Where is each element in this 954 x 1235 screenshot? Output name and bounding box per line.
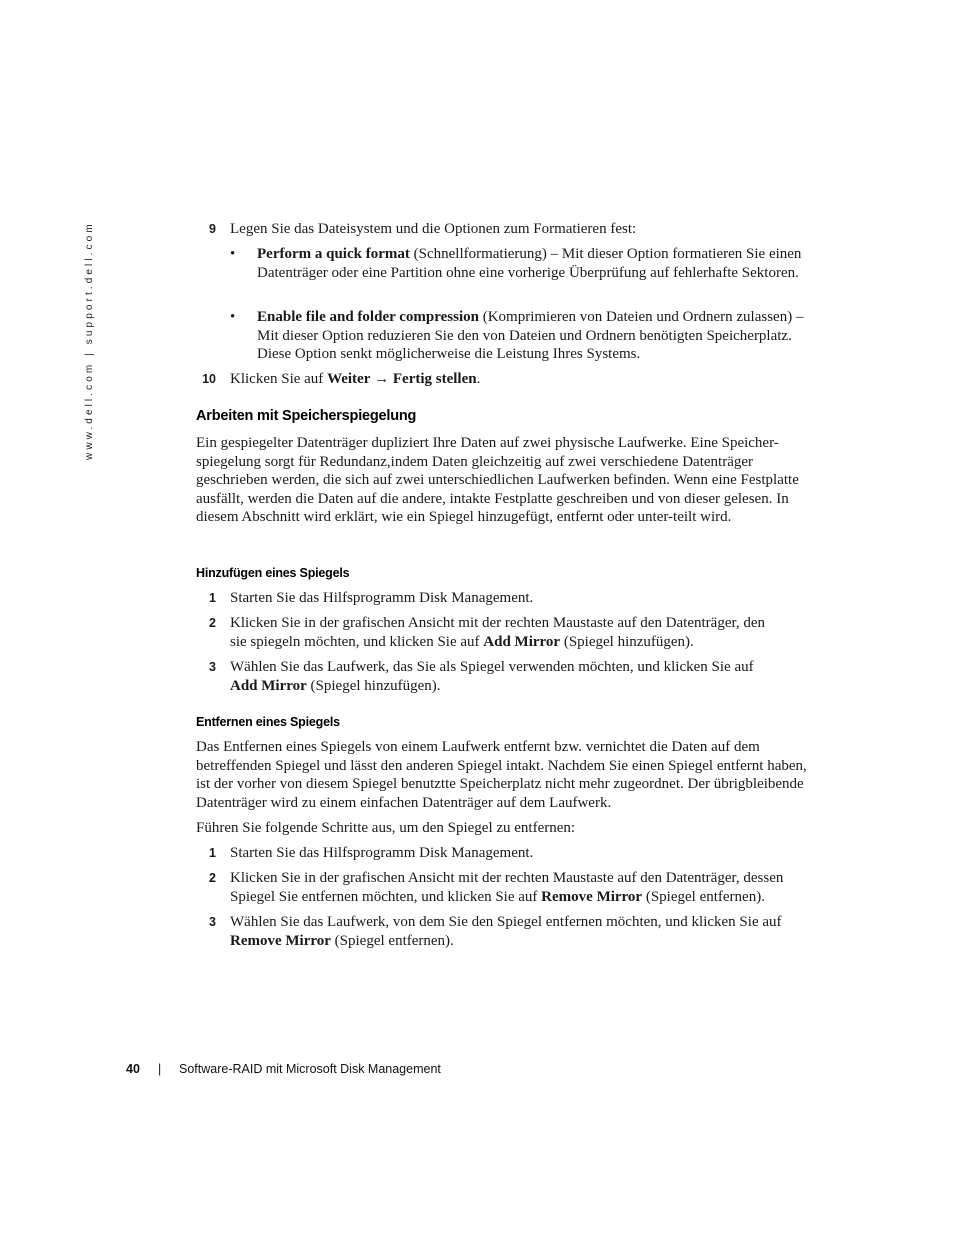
step-10 bbox=[196, 370, 816, 389]
remove-step-1 bbox=[196, 844, 816, 863]
step-text bbox=[230, 913, 790, 950]
section-heading: Arbeiten mit Speicherspiegelung bbox=[196, 408, 417, 424]
step-text-pre: Wählen Sie das Laufwerk, das Sie als Spiegel verwenden möchten, und klicken Sie auf bbox=[230, 659, 754, 675]
page-number: 40 bbox=[126, 1062, 140, 1076]
remove-mirror-label: Remove Mirror bbox=[541, 888, 643, 905]
option-name: Perform a quick format bbox=[257, 246, 410, 262]
step-text: Legen Sie das Dateisystem und die Optionen zum Formatieren fest: bbox=[230, 221, 637, 237]
step-number: 1 bbox=[209, 846, 216, 860]
step-text-pre: Klicken Sie in der grafischen Ansicht mit der rechten Maustaste auf den Datenträger, den sie spiegeln möchten, und klicken Sie auf bbox=[230, 615, 766, 650]
step-number: 2 bbox=[209, 871, 216, 885]
add-step-2 bbox=[196, 614, 816, 651]
step-text bbox=[230, 370, 816, 389]
remove-mirror-label: Remove Mirror bbox=[230, 932, 331, 949]
bullet-text bbox=[257, 245, 815, 282]
step-number: 9 bbox=[209, 222, 216, 236]
option-name: Enable file and folder compression bbox=[257, 309, 479, 325]
arrow-icon: → bbox=[370, 371, 393, 387]
step-text-post: . bbox=[476, 371, 481, 387]
subsection-heading-remove: Entfernen eines Spiegels bbox=[196, 715, 340, 729]
step-number: 3 bbox=[209, 915, 216, 929]
footer-separator: | bbox=[158, 1062, 162, 1076]
bullet-text bbox=[257, 308, 815, 364]
step-text bbox=[230, 614, 770, 651]
remove-step-2 bbox=[196, 869, 816, 906]
step-text-pre: Wählen Sie das Laufwerk, von dem Sie den Spiegel entfernen möchten, und klicken Sie auf bbox=[230, 914, 782, 930]
step-number: 1 bbox=[209, 591, 216, 605]
section-paragraph: Ein gespiegelter Datenträger dupliziert Ihre Daten auf zwei physische Laufwerke. Eine Speicher-spiegelung sorgt für Redundanz,indem Daten gleichzeitig auf zwei verschiedene Datenträger geschrieben werden, die sich auf zwei unterschiedlichen Laufwerken befinden. Wenn eine Festplatte ausfällt, werden die Daten auf die andere, intakte Festplatte geschreiben und von dieser gelesen. In diesem Abschnitt wird erklärt, wie ein Spiegel hinzugefügt, entfernt oder unter-teilt wird. bbox=[196, 435, 799, 526]
bullet-dot: • bbox=[230, 246, 236, 262]
option-description: (Komprimieren von Dateien und Ordnern zulassen) – Mit dieser Option reduzieren Sie den von Dateien und Ordnern benötigten Speicherplatz. Diese Option senkt möglicherweise die Leistung Ihres Systems. bbox=[257, 309, 804, 363]
step-text-post: (Spiegel hinzufügen). bbox=[560, 633, 694, 650]
option-description: (Schnellformatierung) – Mit dieser Option formatieren Sie einen Datenträger oder eine Partition ohne eine vorherige Überprüfung auf fehlerhafte Sektoren. bbox=[257, 246, 802, 281]
remove-intro: Führen Sie folgende Schritte aus, um den Spiegel zu entfernen: bbox=[196, 820, 576, 836]
step-number: 3 bbox=[209, 660, 216, 674]
add-step-3 bbox=[196, 658, 816, 695]
remove-step-3 bbox=[196, 913, 816, 950]
bullet-quick-format bbox=[230, 245, 815, 282]
weiter-label: Weiter bbox=[327, 371, 371, 387]
remove-paragraph: Das Entfernen eines Spiegels von einem Laufwerk entfernt bzw. vernichtet die Daten auf dem betreffenden Spiegel und lässt den anderen Spiegel intakt. Nachdem Sie einen Spiegel entfernt haben, ist der vorher von diesem Spiegel benutztte Speicherplatz nicht mehr zugeordnet. Der übrigbleibende Datenträger wird zu einem einfachen Datenträger auf dem Laufwerk. bbox=[196, 739, 807, 811]
step-number: 10 bbox=[202, 372, 216, 386]
bullet-dot: • bbox=[230, 309, 236, 325]
step-text: Starten Sie das Hilfsprogramm Disk Management. bbox=[230, 590, 534, 606]
step-number: 2 bbox=[209, 616, 216, 630]
step-text bbox=[230, 869, 816, 906]
sidebar-url: www.dell.com | support.dell.com bbox=[84, 221, 95, 460]
step-text bbox=[230, 658, 755, 695]
step-text-pre: Klicken Sie in der grafischen Ansicht mit der rechten Maustaste auf den Datenträger, dessen Spiegel Sie entfernen möchten, und klicken Sie auf bbox=[230, 870, 784, 905]
step-text-post: (Spiegel hinzufügen). bbox=[306, 677, 441, 694]
step-text: Starten Sie das Hilfsprogramm Disk Management. bbox=[230, 845, 534, 861]
fertig-stellen-label: Fertig stellen bbox=[392, 371, 477, 387]
add-mirror-label: Add Mirror bbox=[483, 633, 561, 650]
add-step-1 bbox=[196, 589, 816, 608]
footer-title: Software-RAID mit Microsoft Disk Management bbox=[179, 1062, 441, 1076]
step-9 bbox=[196, 220, 816, 239]
bullet-compression bbox=[230, 308, 815, 364]
step-text-post: (Spiegel entfernen). bbox=[330, 932, 454, 949]
subsection-heading-add: Hinzufügen eines Spiegels bbox=[196, 566, 350, 580]
step-text-pre: Klicken Sie auf bbox=[230, 371, 328, 387]
add-mirror-label: Add Mirror bbox=[230, 677, 307, 694]
step-text-post: (Spiegel entfernen). bbox=[642, 888, 765, 905]
